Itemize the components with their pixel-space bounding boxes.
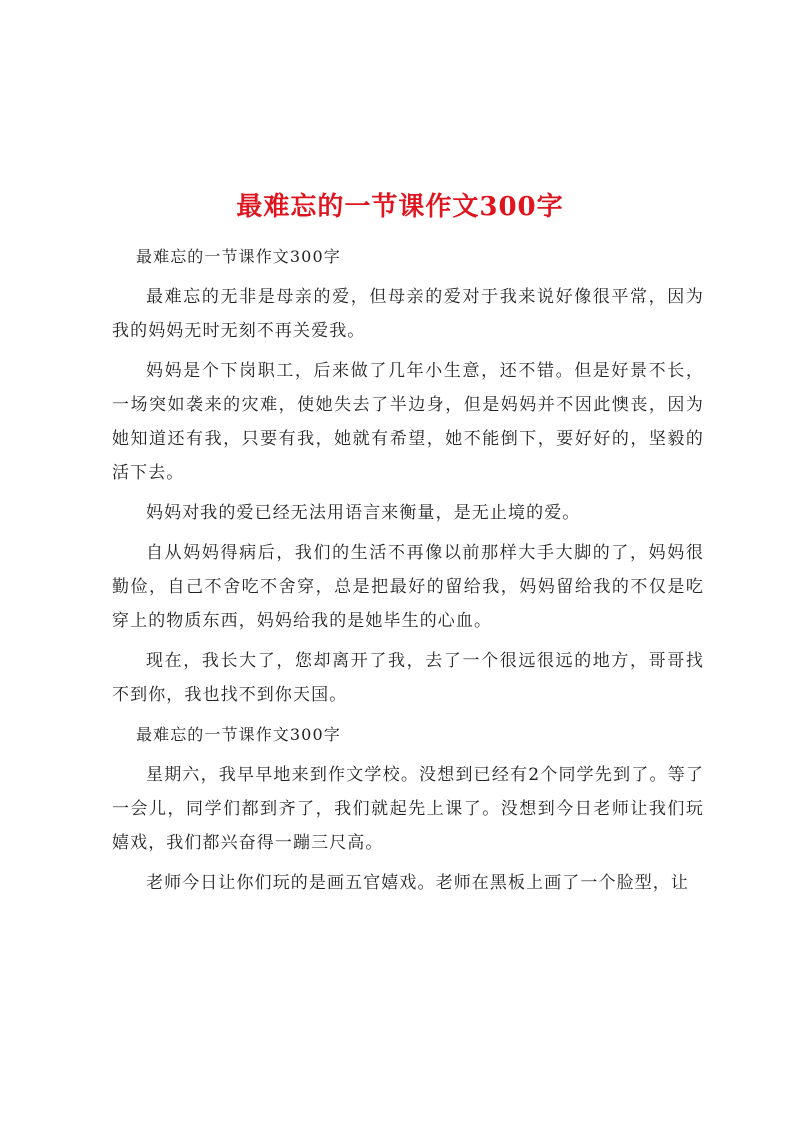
document-body [112, 240, 704, 900]
paragraph: 自从妈妈得病后，我们的生活不再像以前那样大手大脚的了，妈妈很勤俭，自己不舍吃不舍穿，总是把最好的留给我，妈妈留给我的不仅是吃穿上的物质东西，妈妈给我的是她毕生的心血。 [112, 543, 704, 631]
paragraph: 星期六，我早早地来到作文学校。没想到已经有2个同学先到了。等了一会儿，同学们都到齐了，我们就起先上课了。没想到今日老师让我们玩嬉戏，我们都兴奋得一蹦三尺高。 [112, 765, 704, 853]
section-subheading: 最难忘的一节课作文300字 [136, 247, 341, 266]
paragraph: 老师今日让你们玩的是画五官嬉戏。老师在黑板上画了一个脸型，让 [146, 873, 689, 893]
section-subheading: 最难忘的一节课作文300字 [136, 725, 341, 744]
paragraph: 妈妈是个下岗职工，后来做了几年小生意，还不错。但是好景不长，一场突如袭来的灾难，使她失去了半边身，但是妈妈并不因此懊丧，因为她知道还有我，只要有我，她就有希望，她不能倒下，要好好的，坚毅的活下去。 [112, 361, 704, 483]
paragraph: 妈妈对我的爱已经无法用语言来衡量，是无止境的爱。 [146, 503, 581, 523]
paragraph: 最难忘的无非是母亲的爱，但母亲的爱对于我来说好像很平常，因为我的妈妈无时无刻不再关爱我。 [112, 287, 704, 341]
paragraph: 现在，我长大了，您却离开了我，去了一个很远很远的地方，哥哥找不到你，我也找不到你天国。 [112, 651, 704, 705]
document-title: 最难忘的一节课作文300字 [236, 192, 564, 223]
